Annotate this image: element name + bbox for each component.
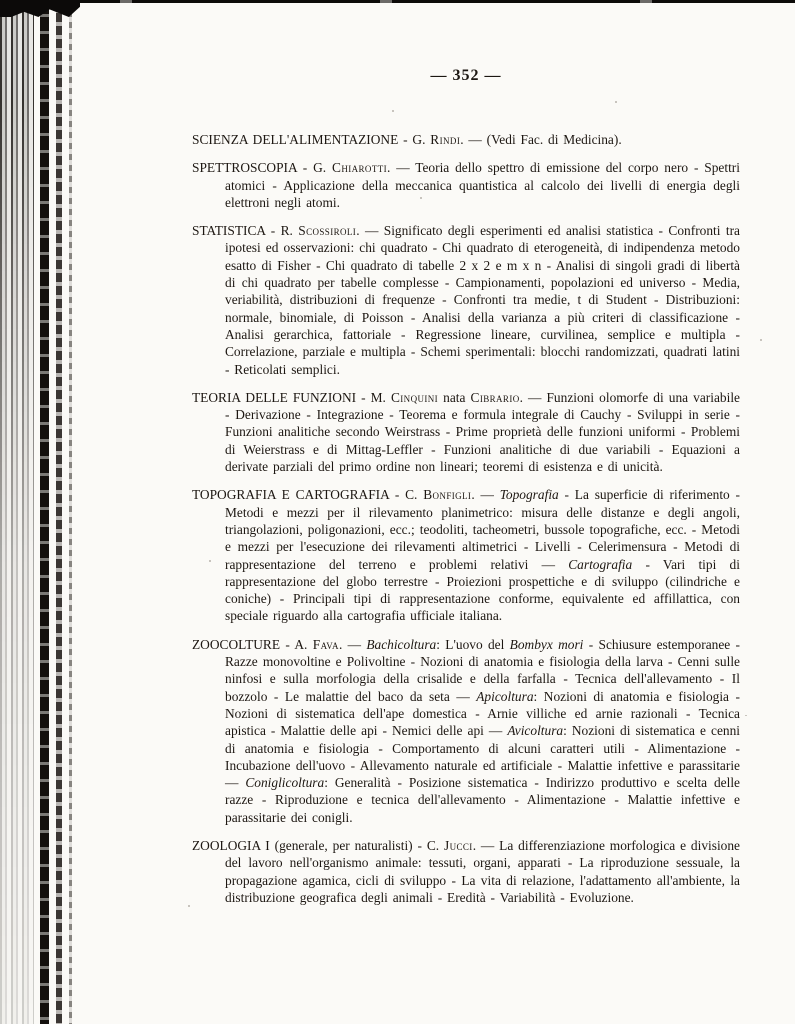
entry-text: SPETTROSCOPIA - G. (192, 160, 332, 176)
course-entry (192, 636, 740, 826)
professor-name: Bonfigli (423, 487, 472, 503)
scan-speck (615, 101, 617, 103)
professor-name: Scossiroli (298, 223, 357, 239)
entry-text: . — Significato degli esperimenti ed analisi statistica - Confronti tra ipotesi ed osservazioni: chi quadrato - Chi quadrato di eterogeneità, di indipendenza metodo esatto di Fisher - Chi quadrato di tabelle 2 x 2 e m x n - Analisi di singoli gradi di libertà di chi quadrato per tabelle complesse - Campionamenti, popolazioni ed universo - Media, veriabilità, distribuzioni di frequenze - Confronti tra medie, t di Student - Distribuzioni: normale, binomiale, di Poisson - Analisi della varianza a più criteri di classificazione - Analisi gerarchica, fattoriale - Regressione lineare, curvilinea, semplice e multipla - Correlazione, parziale e multipla - Schemi sperimentali: blocchi randomizzati, quadrati latini - Reticolati semplici. (225, 223, 740, 377)
entry-text: . — (338, 636, 367, 652)
entry-text: - Vari tipi di rappresentazione del globo terrestre - Proiezioni prospettiche e di sviluppo (cilindriche e coniche) - Principali tipi di rappresentazione conforme, equivalente ed affillattica, con speciale riguardo alla cartografia ufficiale italiana. (225, 556, 740, 624)
course-entry (192, 389, 740, 475)
course-entry (192, 222, 740, 378)
italic-term: Bombyx mori (509, 636, 584, 652)
course-entry (192, 837, 740, 906)
professor-name: Cinquini (390, 389, 439, 405)
entry-text: STATISTICA - R. (192, 223, 299, 239)
scan-streak (56, 0, 62, 1024)
entry-text: SCIENZA DELL'ALIMENTAZIONE - G. (192, 132, 431, 147)
professor-name: Rindi (430, 132, 461, 147)
italic-term: Topografia (499, 487, 559, 503)
entry-text: . — (Vedi Fac. di Medicina). (460, 132, 622, 147)
scan-top-edge-artifact (0, 0, 795, 3)
entry-text: : Nozioni di anatomia e fisiologia - Nozioni di sistematica dell'ape domestica - Arnie villiche ed arnie razionali - Tecnica apistica - Malattie delle api - Nemici delle api — (225, 688, 740, 739)
entry-text: TEORIA DELLE FUNZIONI - M. (192, 389, 391, 405)
professor-name: Cibrario (470, 389, 520, 405)
entry-text: . — (471, 487, 500, 503)
scan-speck (745, 715, 747, 716)
scan-speck (392, 110, 394, 112)
scan-streak (0, 0, 34, 1024)
italic-term: Apicoltura (476, 688, 534, 704)
entry-text: nata (438, 389, 471, 405)
course-entry (192, 131, 740, 148)
entry-text: - La superficie di riferimento - Metodi e mezzi per il rilevamento planimetrico: misura delle distanze e degli angoli, triangolazioni, poligonazioni, ecc.; teodoliti, tacheometri, bussole topografiche, ecc. - Metodi e mezzi per l'esecuzione dei rilevamenti altimetrici - Livelli - Celerimensura - Metodi di rappresentazione del terreno e problemi relativi — (225, 487, 741, 572)
entry-text: . — Funzioni olomorfe di una variabile - Derivazione - Integrazione - Teorema e formula integrale di Cauchy - Sviluppi in serie - Funzioni analitiche secondo Weirstrass - Prime proprietà delle funzioni uniformi - Problemi di Weierstrass e di Mittag-Leffler - Funzioni analitiche di due variabili - Equazioni a derivate parziali del primo ordine non lineari; teoremi di esistenza e di unicità. (225, 389, 740, 475)
italic-term: Avicoltura (507, 723, 564, 739)
entry-text: - Schiusure estemporanee - Razze monovoltine e Polivoltine - Nozioni di anatomia e fisiologia della larva - Cenni sulle ninfosi e sulla morfologia della crisalide e della farfalla - Tecnica dell'allevamento - Il bozzolo - Le malattie del baco da seta — (225, 636, 741, 704)
page-number: — 352 — (430, 67, 502, 84)
scan-speck (188, 905, 190, 907)
course-entry (192, 159, 740, 211)
italic-term: Bachicoltura (366, 636, 437, 652)
entry-text: TOPOGRAFIA E CARTOGRAFIA - C. (192, 487, 424, 503)
entry-text: ZOOLOGIA I (generale, per naturalisti) - C. (192, 837, 444, 853)
scan-streak (40, 0, 49, 1024)
entry-text: . — La differenziazione morfologica e divisione del lavoro nell'organismo animale: tessuti, organi, apparati - La riproduzione sessuale, la propagazione agamica, cicli di sviluppo - La vita di relazione, l'adattamento all'ambiente, la distribuzione geografica degli animali - Eredità - Variabilità - Evoluzione. (225, 837, 741, 905)
entry-text: : Generalità - Posizione sistematica - Indirizzo produttivo e scelta delle razze - Riproduzione e tecnica dell'allevamento - Alimentazione - Malattie infettive e parassitarie dei conigli. (225, 775, 740, 825)
entry-text: : Nozioni di sistematica e cenni di anatomia e fisiologia - Comportamento di alcuni caratteri utili - Alimentazione - Incubazione dell'uovo - Allevamento naturale ed artificiale - Malattie infettive e parassitarie — (225, 723, 740, 791)
professor-name: Fava (312, 636, 339, 652)
scan-speck (760, 339, 762, 341)
professor-name: Chiarotti (331, 160, 388, 176)
entry-text: ZOOCOLTURE - A. (192, 636, 313, 652)
entry-text: : L'uovo del (436, 636, 510, 652)
entry-text: . — Teoria dello spettro di emissione del corpo nero - Spettri atomici - Applicazione della meccanica quantistica al calcolo dei livelli di energia degli elettroni negli atomi. (225, 160, 740, 210)
course-entry (192, 486, 740, 624)
scan-streak (69, 0, 72, 1024)
professor-name: Jucci (443, 837, 473, 853)
scan-binding-gutter (0, 0, 84, 1024)
course-list (192, 131, 740, 917)
italic-term: Cartografia (568, 556, 633, 572)
italic-term: Coniglicoltura (245, 775, 325, 791)
